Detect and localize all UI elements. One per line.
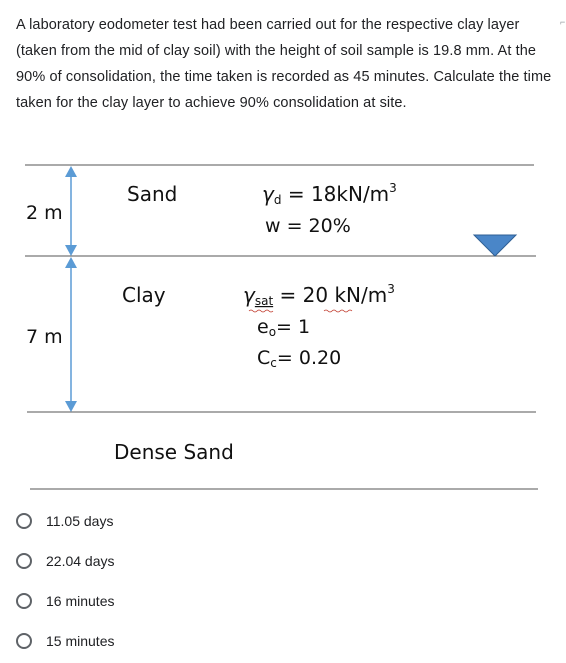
option-4[interactable] [16,628,114,654]
radio-button-icon[interactable] [16,633,32,649]
soil-profile-svg [0,150,566,510]
clay-cc-value: = 0.20 [276,347,342,369]
dense-sand-layer-name: Dense Sand [114,440,234,464]
gamma-sat-subscript: sat [254,294,274,308]
e-symbol: e [257,316,269,338]
question-text: A laboratory eodometer test had been carried out for the respective clay layer (taken from the mid of clay soil) with the height of soil sample is 19.8 mm. At the 90% of consolidation, the time taken is recorded as 45 minutes. Calculate the time taken for the clay layer to achieve 90% consolidation at site. [16,17,552,111]
cube-superscript: 3 [387,282,395,296]
option-label: 16 minutes [46,593,115,609]
sand-unit-weight [262,181,397,207]
option-1[interactable] [16,508,113,534]
cube-superscript: 3 [389,181,397,195]
clay-layer-name: Clay [122,283,166,307]
equals-sign: = [273,283,303,307]
sand-gamma-d-value: 18kN/m [310,182,390,206]
clay-arrow-up-icon [65,257,77,268]
equals-sign: = [281,182,311,206]
radio-button-icon[interactable] [16,593,32,609]
clay-gamma-sat-value: 20 kN/m [302,283,388,307]
option-3[interactable] [16,588,114,614]
scroll-marker-icon: ⌐ [560,17,566,27]
gamma-symbol: γ [243,283,255,307]
sand-arrow-down-icon [65,245,77,256]
option-2[interactable] [16,548,115,574]
clay-e0-value: = 1 [276,316,311,338]
clay-thickness-label: 7 m [26,326,63,348]
water-table-icon [474,235,516,256]
sand-arrow-up-icon [65,166,77,177]
option-label: 15 minutes [46,633,115,649]
soil-profile-diagram [0,150,566,510]
clay-saturated-unit-weight [243,282,395,308]
c-subscript: c [270,356,277,370]
clay-arrow-down-icon [65,401,77,412]
sand-water-content: w = 20% [265,215,351,237]
c-symbol: C [257,347,271,369]
radio-button-icon[interactable] [16,513,32,529]
sand-thickness-label: 2 m [26,202,63,224]
option-label: 22.04 days [46,553,115,569]
gamma-d-subscript: d [273,193,282,207]
option-label: 11.05 days [46,513,114,529]
clay-void-ratio [257,316,310,339]
sand-layer-name: Sand [127,182,178,206]
gamma-symbol: γ [262,182,274,206]
e-subscript: o [268,325,277,339]
radio-button-icon[interactable] [16,553,32,569]
spellcheck-squiggle [249,310,352,312]
clay-compression-index [257,347,341,370]
